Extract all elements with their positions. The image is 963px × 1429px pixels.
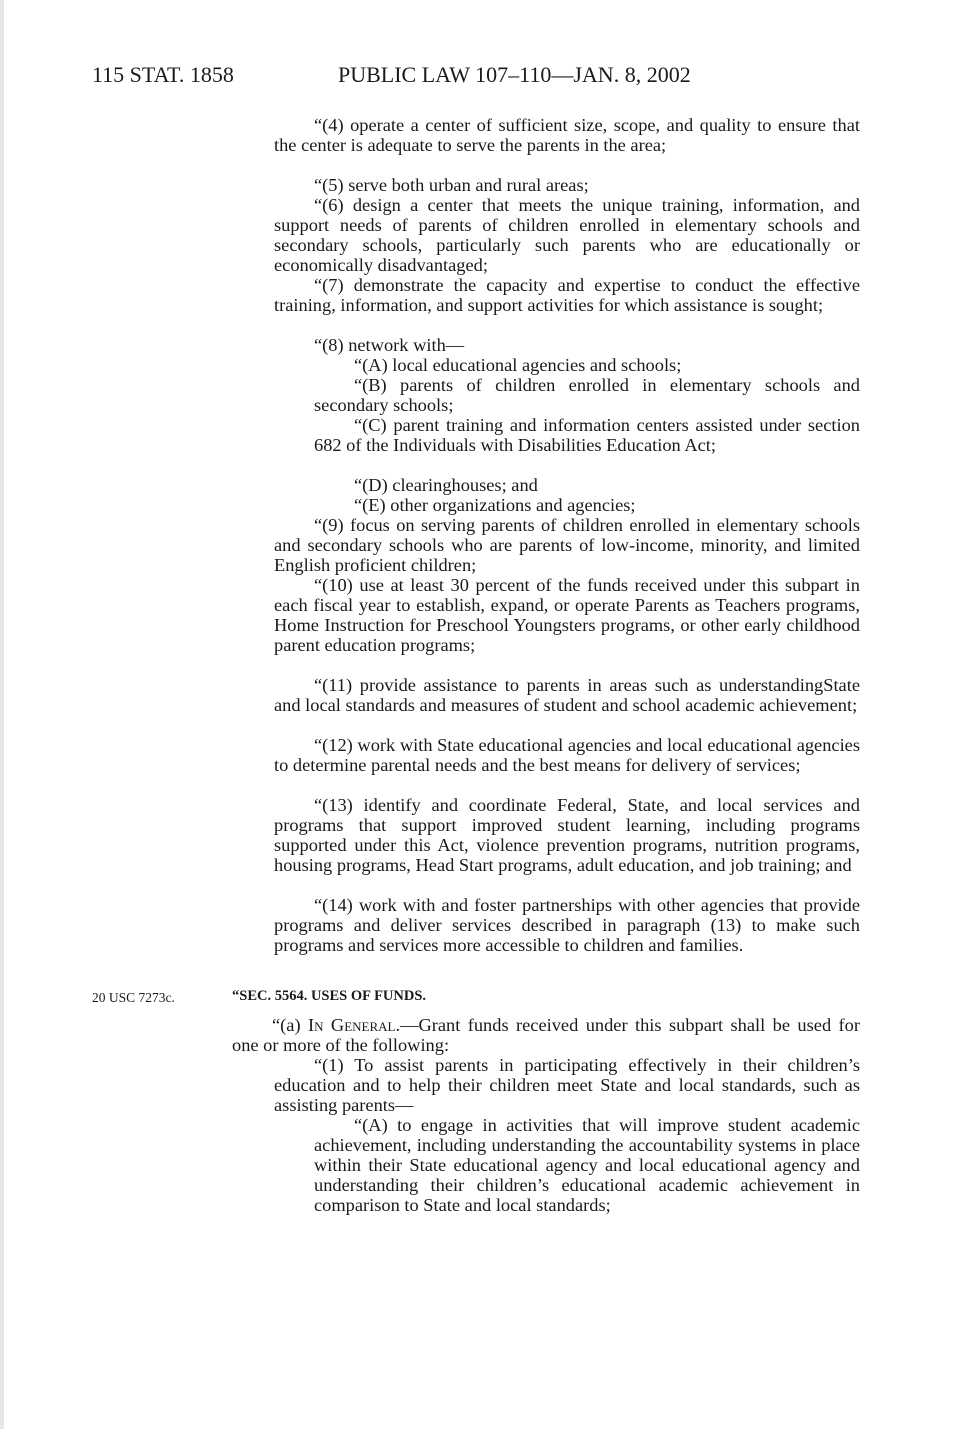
subparagraph-8-C: “(C) parent training and information centers assisted under section 682 of the Individuals with Disabilities Education Act;: [314, 415, 860, 455]
paragraph-11: “(11) provide assistance to parents in areas such as understandingState and local standards and measures of student and school academic achievement;: [274, 675, 860, 715]
subparagraph-a-1-A: “(A) to engage in activities that will improve student academic achievement, including understanding the accountability systems in place within their State educational agency and local educational agency and understanding their children’s educational academic achievement in comparison to State and local standards;: [314, 1115, 860, 1215]
paragraph-5: “(5) serve both urban and rural areas;: [314, 175, 589, 195]
paragraph-9: “(9) focus on serving parents of children enrolled in elementary schools and secondary schools who are parents of low-income, minority, and limited English proficient children;: [274, 515, 860, 575]
paragraph-8: “(8) network with—: [314, 335, 465, 355]
usc-margin-note: 20 USC 7273c.: [92, 990, 175, 1005]
stat-page-number: 115 STAT. 1858: [92, 62, 234, 87]
paragraph-6: “(6) design a center that meets the unique training, information, and support needs of parents of children enrolled in elementary schools and secondary schools, particularly such parents who are educationally or economically disadvantaged;: [274, 195, 860, 275]
subsection-a-prefix: “(a): [272, 1015, 308, 1035]
page-header: [0, 62, 963, 92]
scan-page-edge: [0, 0, 4, 1429]
subparagraph-8-B: “(B) parents of children enrolled in elementary schools and secondary schools;: [314, 375, 860, 415]
section-heading: “SEC. 5564. USES OF FUNDS.: [232, 988, 427, 1004]
paragraph-4: “(4) operate a center of sufficient size, scope, and quality to ensure that the center is adequate to serve the parents in the area;: [274, 115, 860, 155]
subsection-a-text: —Grant funds received under this subpart shall be used for one or more of the following:: [232, 1015, 860, 1055]
paragraph-7: “(7) demonstrate the capacity and expertise to conduct the effective training, information, and support activities for which assistance is sought;: [274, 275, 860, 315]
subparagraph-8-A: “(A) local educational agencies and schools;: [354, 355, 682, 375]
paragraph-a-1: “(1) To assist parents in participating effectively in their children’s education and to help their children meet State and local standards, such as assisting parents—: [274, 1055, 860, 1115]
public-law-citation: PUBLIC LAW 107–110—JAN. 8, 2002: [338, 62, 691, 87]
paragraph-13: “(13) identify and coordinate Federal, State, and local services and programs that support improved student learning, including programs supported under this Act, violence prevention programs, nutrition programs, housing programs, Head Start programs, adult education, and job training; and: [274, 795, 860, 875]
paragraph-12: “(12) work with State educational agencies and local educational agencies to determine parental needs and the best means for delivery of services;: [274, 735, 860, 775]
subsection-a-caption: In General.: [307, 1015, 401, 1035]
subparagraph-8-D: “(D) clearinghouses; and: [354, 475, 538, 495]
paragraph-14: “(14) work with and foster partnerships with other agencies that provide programs and deliver services described in paragraph (13) to make such programs and services more accessible to children and families.: [274, 895, 860, 955]
subsection-a: [232, 1015, 860, 1055]
paragraph-10: “(10) use at least 30 percent of the funds received under this subpart in each fiscal year to establish, expand, or operate Parents as Teachers programs, Home Instruction for Preschool Youngsters programs, or other early childhood parent education programs;: [274, 575, 860, 655]
subparagraph-8-E: “(E) other organizations and agencies;: [354, 495, 636, 515]
